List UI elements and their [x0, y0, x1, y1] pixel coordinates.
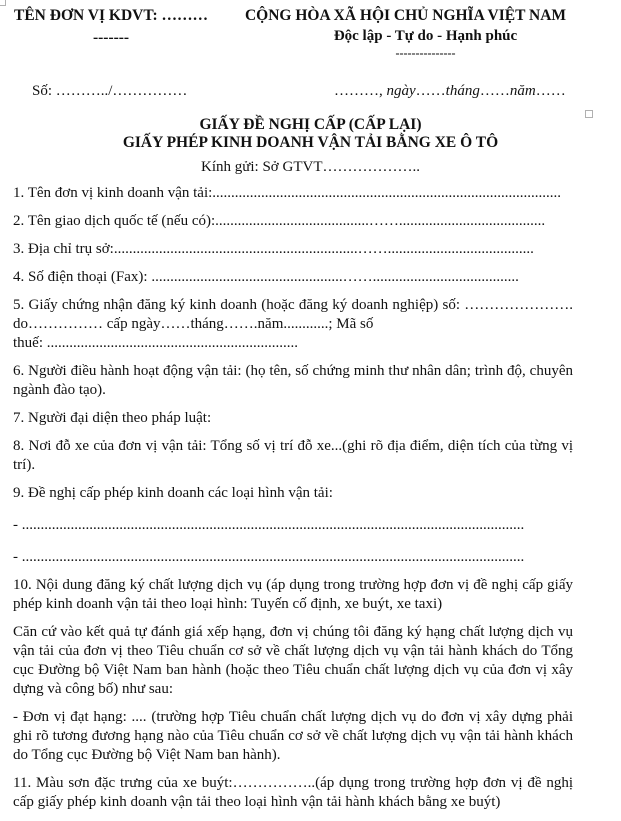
- date-line: [334, 82, 566, 100]
- item-5: 5. Giấy chứng nhận đăng ký kinh doanh (hoặc đăng ký doanh nghiệp) số: …………………. do…………… cấp ngày……tháng…….năm............; Mã số: [13, 297, 573, 332]
- republic-title: CỘNG HÒA XÃ HỘI CHỦ NGHĨA VIỆT NAM: [244, 7, 567, 24]
- reference-line: [32, 82, 572, 100]
- title-line-1: GIẤY ĐỀ NGHỊ CẤP (CẤP LẠI): [199, 116, 422, 133]
- item-3: 3. Địa chỉ trụ sở:.................................................................…….......................................: [13, 241, 534, 257]
- unit-label: TÊN ĐƠN VỊ KDVT: ………: [14, 7, 209, 24]
- year-label: năm: [509, 83, 536, 99]
- unit-dash: -------: [92, 29, 130, 46]
- item-10: 10. Nội dung đăng ký chất lượng dịch vụ (áp dụng trong trường hợp đơn vị đề nghị cấp giấy phép kinh doanh vận tải theo loại hình: Tuyến cố định, xe buýt, xe taxi): [13, 577, 573, 612]
- item-1: 1. Tên đơn vị kinh doanh vận tải:.............................................................................................: [13, 185, 562, 201]
- year-field: ……: [535, 83, 566, 99]
- form-body: [13, 184, 573, 821]
- item-4: 4. Số điện thoại (Fax): ...................................................…….......................................: [13, 269, 519, 285]
- day-field: ……: [415, 83, 446, 99]
- item-6: 6. Người điều hành hoạt động vận tải: (họ tên, số chứng minh thư nhân dân; trình độ, chuyên ngành đào tạo).: [13, 363, 573, 398]
- place-field: ………,: [334, 83, 387, 99]
- item-10-rank: - Đơn vị đạt hạng: .... (trường hợp Tiêu chuẩn chất lượng dịch vụ do đơn vị xây dựng phải ghi rõ tương đương hạng nào của Tiêu chuẩn cơ sở về chất lượng dịch vụ vận tải hành khách do Tổng cục Đường bộ Việt Nam ban hành).: [13, 709, 573, 763]
- page-corner-mark: [0, 0, 6, 6]
- motto-dash: ---------------: [395, 46, 456, 60]
- month-label: tháng: [445, 83, 480, 99]
- item-8: 8. Nơi đỗ xe của đơn vị vận tải: Tổng số vị trí đỗ xe...(ghi rõ địa điểm, diện tích của từng vị trí).: [13, 438, 573, 473]
- document-title: [0, 116, 621, 152]
- item-7: 7. Người đại diện theo pháp luật:: [13, 410, 212, 426]
- item-5-tax: thuế: ...................................................................: [13, 335, 298, 351]
- month-field: ……: [479, 83, 510, 99]
- day-label: ngày: [386, 83, 416, 99]
- document-number: Số: ………../……………: [32, 83, 188, 99]
- item-2: 2. Tên giao dịch quốc tế (nếu có):.........................................…….......................................: [13, 213, 546, 229]
- item-9-line-a: - ......................................................................................................................................: [13, 517, 525, 533]
- item-9-line-b: - ......................................................................................................................................: [13, 549, 525, 565]
- recipient-line: Kính gửi: Sở GTVT………………..: [201, 159, 420, 175]
- title-line-2: GIẤY PHÉP KINH DOANH VẬN TẢI BẰNG XE Ô TÔ: [122, 134, 499, 151]
- item-10-basis: Căn cứ vào kết quả tự đánh giá xếp hạng, đơn vị chúng tôi đăng ký hạng chất lượng dịch vụ vận tải của đơn vị theo Tiêu chuẩn cơ sở về chất lượng dịch vụ vận tải hành khách do Tổng cục Đường bộ Việt Nam ban hành (hoặc theo Tiêu chuẩn chất lượng dịch vụ của đơn vị xây dựng và công bố) như sau:: [13, 624, 573, 697]
- unit-header: [14, 6, 208, 48]
- national-header: [228, 6, 583, 60]
- item-9: 9. Đề nghị cấp phép kinh doanh các loại hình vận tải:: [13, 485, 333, 501]
- motto: Độc lập - Tự do - Hạnh phúc: [333, 28, 518, 44]
- item-11: 11. Màu sơn đặc trưng của xe buýt:……………..(áp dụng trong trường hợp đơn vị đề nghị cấp giấy phép kinh doanh vận tải theo loại hình vận tải hành khách bằng xe buýt): [13, 775, 573, 810]
